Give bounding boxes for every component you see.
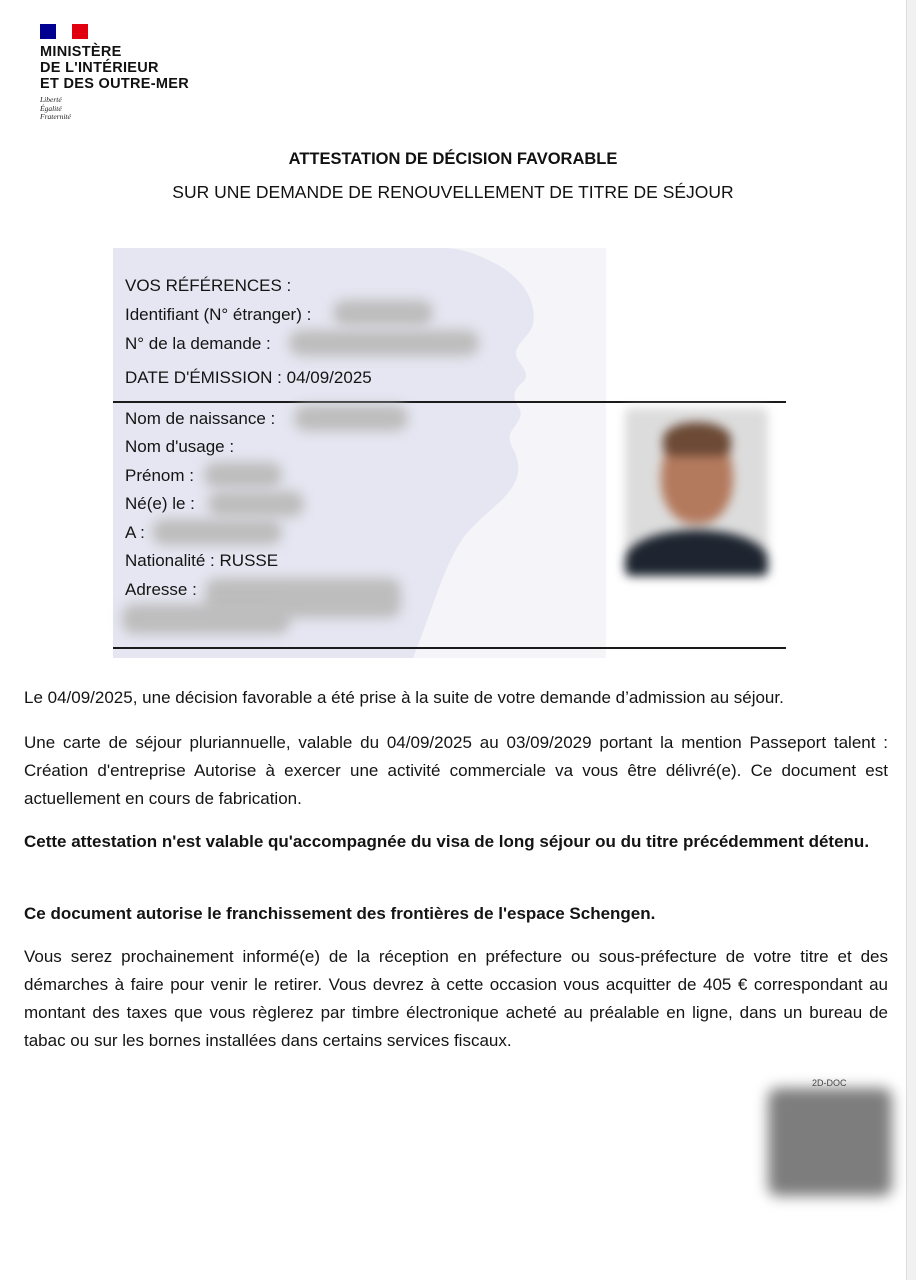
motto-liberte: Liberté: [40, 95, 62, 104]
usage-name-label: Nom d'usage :: [125, 437, 235, 456]
republic-motto: [40, 96, 240, 122]
identifier-label: Identifiant (N° étranger) :: [125, 305, 312, 324]
redacted-birth-place: [152, 519, 282, 545]
2d-doc-code: [768, 1088, 892, 1196]
french-flag-icon: [40, 24, 88, 39]
card-validity-paragraph: Une carte de séjour pluriannuelle, valable du 04/09/2025 au 03/09/2029 portant la mention Passeport talent : Création d'entreprise Autorise à exercer une activité commerciale va vous être délivré(e). Ce document est actuellement en cours de fabrication.: [24, 733, 888, 808]
decision-paragraph: Le 04/09/2025, une décision favorable a été prise à la suite de votre demande d’admission au séjour.: [24, 688, 784, 707]
motto-fraternite: Fraternité: [40, 112, 71, 121]
id-photo: [625, 408, 768, 576]
ministry-line-1: MINISTÈRE: [40, 44, 122, 60]
ministry-name: [40, 44, 240, 92]
birth-place-label: A :: [125, 523, 145, 542]
document-title: ATTESTATION DE DÉCISION FAVORABLE: [288, 150, 618, 168]
nationality-value: RUSSE: [219, 551, 279, 570]
validity-condition-paragraph: Cette attestation n'est valable qu'accompagnée du visa de long séjour ou du titre précédemment détenu.: [24, 832, 870, 851]
document-subtitle: SUR UNE DEMANDE DE RENOUVELLEMENT DE TITRE DE SÉJOUR: [172, 182, 734, 202]
motto-egalite: Égalité: [40, 103, 62, 113]
birth-date-label: Né(e) le :: [125, 494, 195, 513]
issue-date-row: [125, 368, 372, 388]
divider-bottom: [113, 647, 786, 649]
issue-date-label: DATE D'ÉMISSION :: [125, 368, 282, 387]
redacted-address-line-2: [122, 604, 290, 634]
first-name-label: Prénom :: [125, 466, 194, 485]
birth-name-label: Nom de naissance :: [125, 409, 276, 428]
request-number-label: N° de la demande :: [125, 334, 271, 353]
redacted-first-name: [204, 462, 282, 488]
redacted-request-number: [289, 330, 479, 356]
redacted-birth-date: [208, 491, 304, 517]
nationality-row: [125, 551, 278, 571]
address-label: Adresse :: [125, 580, 197, 599]
divider-top: [113, 401, 786, 403]
redacted-identifier: [333, 300, 433, 326]
references-heading: VOS RÉFÉRENCES :: [125, 276, 292, 295]
redacted-birth-name: [294, 405, 408, 431]
collection-info-paragraph: Vous serez prochainement informé(e) de la réception en préfecture ou sous-préfecture de votre titre et des démarches à faire pour venir le retirer. Vous devrez à cette occasion vous acquitter de 405 € correspondant au montant des taxes que vous règlerez par timbre électronique acheté au préalable en ligne, dans un bureau de tabac ou sur les bornes installées dans certains services fiscaux.: [24, 947, 888, 1050]
ministry-line-3: ET DES OUTRE-MER: [40, 76, 189, 92]
ministry-logo: [40, 24, 240, 122]
2d-doc-label: 2D-DOC: [812, 1078, 847, 1088]
schengen-paragraph: Ce document autorise le franchissement des frontières de l'espace Schengen.: [24, 904, 656, 923]
ministry-line-2: DE L'INTÉRIEUR: [40, 60, 159, 76]
nationality-label: Nationalité :: [125, 551, 215, 570]
issue-date-value: 04/09/2025: [286, 368, 372, 387]
